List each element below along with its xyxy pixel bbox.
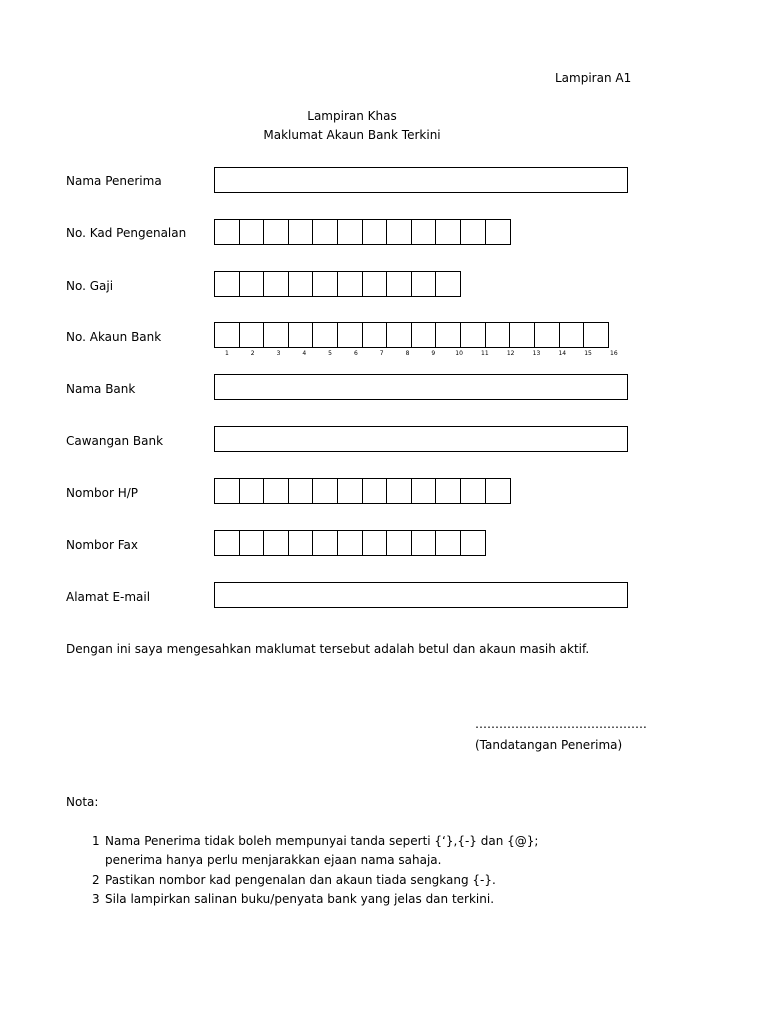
akaun-digit-box[interactable] — [239, 322, 265, 348]
akaun-digit-box[interactable] — [435, 322, 461, 348]
akaun-digit-box[interactable] — [509, 322, 535, 348]
akaun-digit-numbers — [214, 350, 627, 357]
nombor-fax-label: Nombor Fax — [66, 538, 138, 552]
no-gaji-label: No. Gaji — [66, 279, 114, 293]
akaun-digit-box[interactable] — [288, 322, 314, 348]
note-3-number: 3 — [92, 892, 100, 906]
fax-digit-box[interactable] — [263, 530, 289, 556]
gaji-digit-box[interactable] — [214, 271, 240, 297]
nombor-hp-label: Nombor H/P — [66, 486, 139, 500]
note-2-number: 2 — [92, 873, 100, 887]
nama-bank-label: Nama Bank — [66, 382, 136, 396]
ic-digit-box[interactable] — [435, 219, 461, 245]
hp-digit-box[interactable] — [411, 478, 437, 504]
reference-label: Lampiran A1 — [555, 71, 632, 85]
ic-digit-box[interactable] — [312, 219, 338, 245]
fax-digit-box[interactable] — [337, 530, 363, 556]
hp-digit-box[interactable] — [362, 478, 388, 504]
note-2-text: Pastikan nombor kad pengenalan dan akaun tiada sengkang {-}. — [105, 873, 496, 887]
akaun-digit-number: 13 — [532, 350, 541, 357]
akaun-digit-number: 1 — [224, 350, 229, 357]
note-1-number: 1 — [92, 834, 100, 848]
ic-digit-box[interactable] — [411, 219, 437, 245]
gaji-digit-box[interactable] — [263, 271, 289, 297]
hp-digit-box[interactable] — [288, 478, 314, 504]
akaun-digit-number: 6 — [353, 350, 358, 357]
nombor-hp-field[interactable] — [214, 478, 509, 504]
fax-digit-box[interactable] — [460, 530, 486, 556]
gaji-digit-box[interactable] — [435, 271, 461, 297]
akaun-digit-box[interactable] — [214, 322, 240, 348]
akaun-digit-number: 4 — [302, 350, 307, 357]
akaun-digit-box[interactable] — [559, 322, 585, 348]
form-subtitle: Maklumat Akaun Bank Terkini — [263, 128, 441, 142]
ic-digit-box[interactable] — [386, 219, 412, 245]
akaun-digit-box[interactable] — [583, 322, 609, 348]
hp-digit-box[interactable] — [337, 478, 363, 504]
akaun-digit-number: 9 — [431, 350, 436, 357]
ic-digit-box[interactable] — [214, 219, 240, 245]
cawangan-bank-field[interactable] — [214, 426, 628, 452]
hp-digit-box[interactable] — [386, 478, 412, 504]
fax-digit-box[interactable] — [435, 530, 461, 556]
akaun-digit-number: 5 — [328, 350, 332, 357]
fax-digit-box[interactable] — [288, 530, 314, 556]
akaun-digit-number: 2 — [250, 350, 255, 357]
akaun-digit-box[interactable] — [534, 322, 560, 348]
fax-digit-box[interactable] — [214, 530, 240, 556]
fax-digit-box[interactable] — [239, 530, 265, 556]
nama-penerima-field[interactable] — [214, 167, 628, 193]
fax-digit-box[interactable] — [386, 530, 412, 556]
akaun-digit-box[interactable] — [386, 322, 412, 348]
fax-digit-box[interactable] — [411, 530, 437, 556]
hp-digit-box[interactable] — [263, 478, 289, 504]
gaji-digit-box[interactable] — [288, 271, 314, 297]
akaun-digit-box[interactable] — [263, 322, 289, 348]
hp-digit-box[interactable] — [435, 478, 461, 504]
akaun-digit-box[interactable] — [460, 322, 486, 348]
akaun-digit-box[interactable] — [362, 322, 388, 348]
form-title: Lampiran Khas — [307, 109, 397, 123]
ic-digit-box[interactable] — [263, 219, 289, 245]
ic-digit-box[interactable] — [485, 219, 511, 245]
ic-digit-box[interactable] — [362, 219, 388, 245]
fax-digit-box[interactable] — [362, 530, 388, 556]
gaji-digit-box[interactable] — [362, 271, 388, 297]
akaun-digit-number: 11 — [481, 350, 489, 357]
akaun-digit-number: 8 — [405, 350, 410, 357]
declaration-text: Dengan ini saya mengesahkan maklumat tersebut adalah betul dan akaun masih aktif. — [66, 642, 590, 656]
akaun-digit-box[interactable] — [411, 322, 437, 348]
no-gaji-field[interactable] — [214, 271, 460, 297]
note-1-text: Nama Penerima tidak boleh mempunyai tanda seperti {‘},{-} dan {@}; — [105, 834, 539, 848]
gaji-digit-box[interactable] — [337, 271, 363, 297]
signature-caption: (Tandatangan Penerima) — [475, 738, 623, 752]
notes-heading: Nota: — [66, 795, 99, 809]
akaun-digit-number: 14 — [558, 350, 567, 357]
no-kad-pengenalan-field[interactable] — [214, 219, 509, 245]
cawangan-bank-label: Cawangan Bank — [66, 434, 164, 448]
akaun-digit-box[interactable] — [312, 322, 338, 348]
alamat-email-label: Alamat E-mail — [66, 590, 151, 604]
alamat-email-field[interactable] — [214, 582, 628, 608]
hp-digit-box[interactable] — [214, 478, 240, 504]
akaun-digit-box[interactable] — [485, 322, 511, 348]
gaji-digit-box[interactable] — [386, 271, 412, 297]
akaun-digit-number: 12 — [506, 350, 515, 357]
ic-digit-box[interactable] — [239, 219, 265, 245]
akaun-digit-number: 16 — [610, 350, 618, 357]
gaji-digit-box[interactable] — [239, 271, 265, 297]
note-3-text: Sila lampirkan salinan buku/penyata bank yang jelas dan terkini. — [105, 892, 495, 906]
nama-penerima-label: Nama Penerima — [66, 174, 162, 188]
akaun-digit-box[interactable] — [337, 322, 363, 348]
akaun-digit-number: 3 — [276, 350, 281, 357]
akaun-digit-number: 10 — [455, 350, 463, 357]
ic-digit-box[interactable] — [460, 219, 486, 245]
hp-digit-box[interactable] — [485, 478, 511, 504]
ic-digit-box[interactable] — [288, 219, 314, 245]
hp-digit-box[interactable] — [460, 478, 486, 504]
gaji-digit-box[interactable] — [411, 271, 437, 297]
note-1-continued: penerima hanya perlu menjarakkan ejaan nama sahaja. — [105, 853, 442, 867]
signature-line[interactable]: ……………………………………. — [475, 717, 647, 731]
hp-digit-box[interactable] — [239, 478, 265, 504]
no-akaun-bank-field[interactable] — [214, 322, 608, 348]
no-akaun-bank-label: No. Akaun Bank — [66, 330, 162, 344]
gaji-digit-box[interactable] — [312, 271, 338, 297]
ic-digit-box[interactable] — [337, 219, 363, 245]
no-kad-pengenalan-label: No. Kad Pengenalan — [66, 226, 187, 240]
akaun-digit-number: 15 — [584, 350, 592, 357]
akaun-digit-number: 7 — [379, 350, 384, 357]
nama-bank-field[interactable] — [214, 374, 628, 400]
fax-digit-box[interactable] — [312, 530, 338, 556]
hp-digit-box[interactable] — [312, 478, 338, 504]
nombor-fax-field[interactable] — [214, 530, 485, 556]
